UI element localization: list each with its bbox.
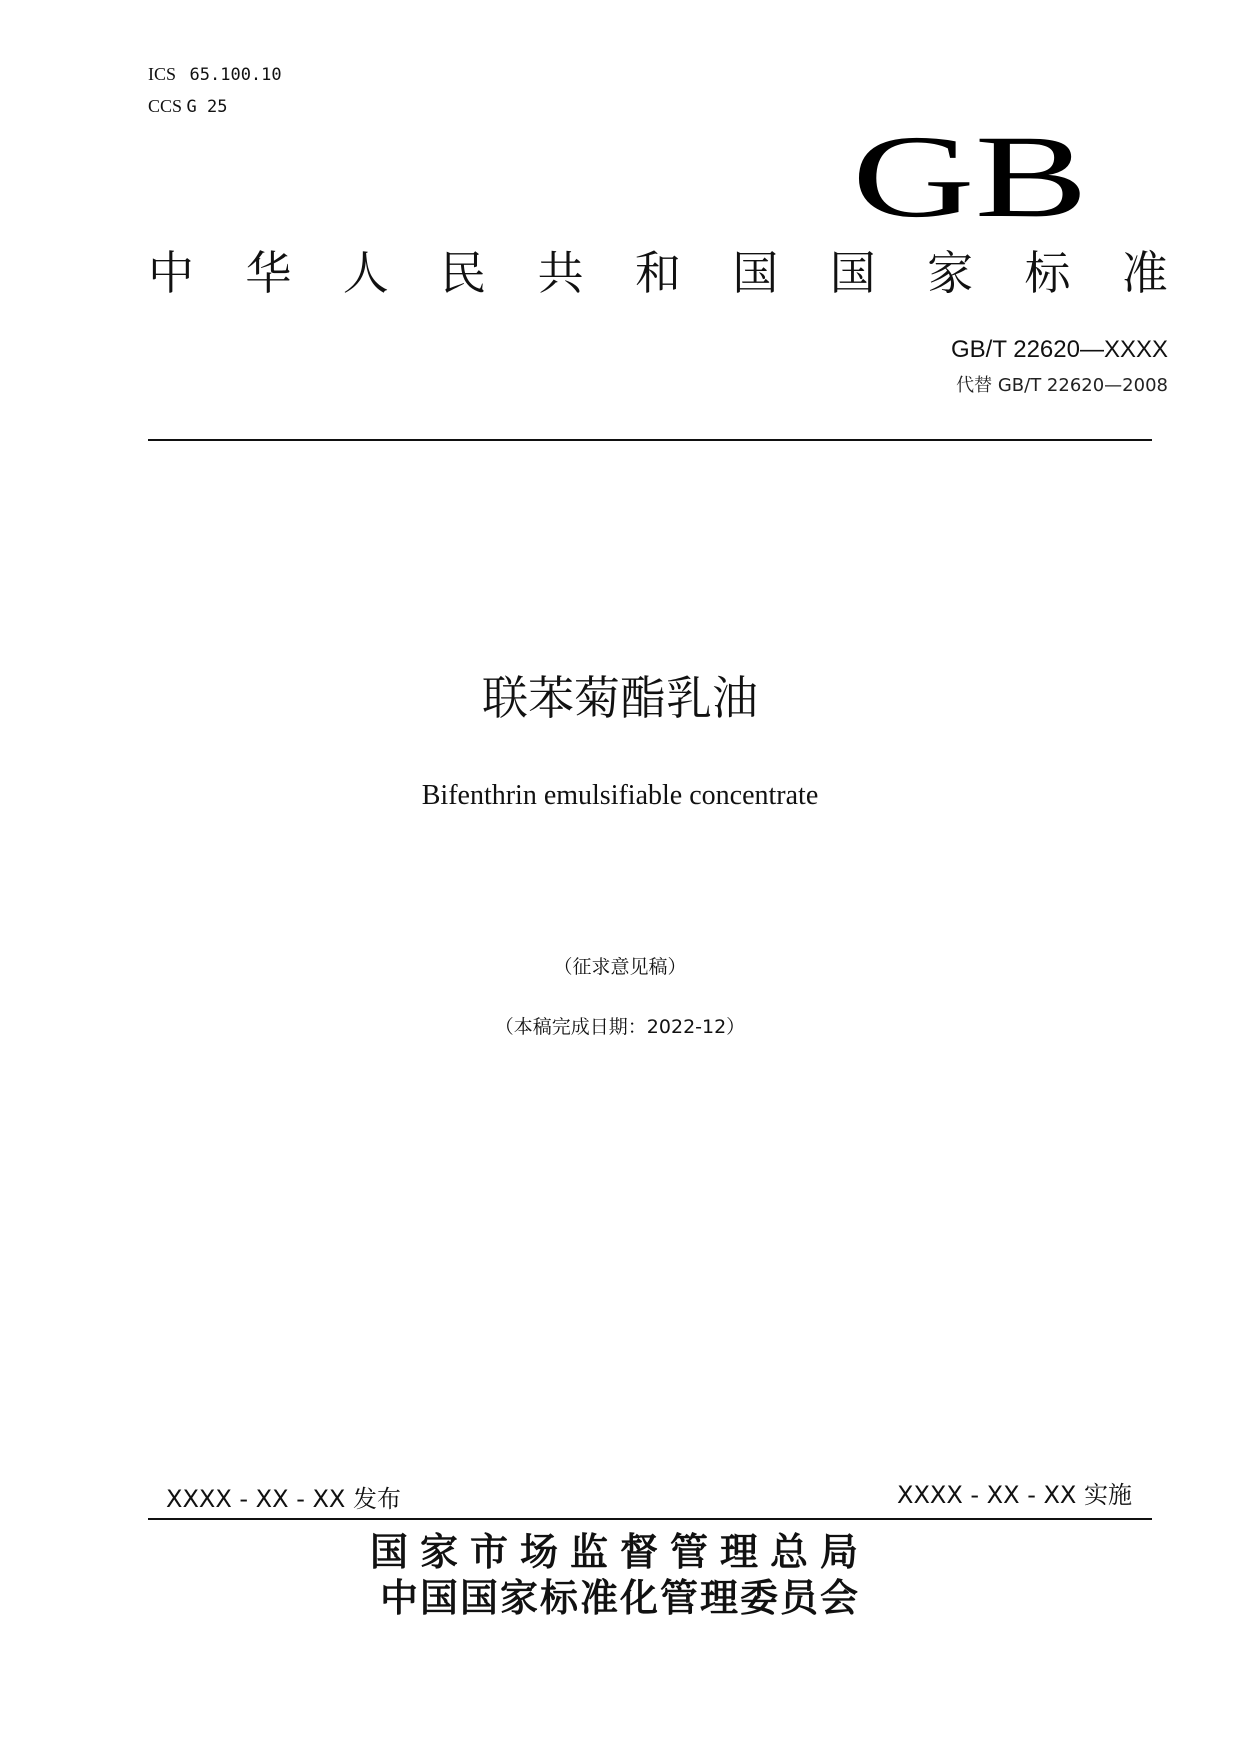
publish-date: XXXX - XX - XX 发布 bbox=[166, 1485, 401, 1513]
title-char: 民 bbox=[440, 246, 487, 300]
document-title-zh: 联苯菊酯乳油 bbox=[482, 671, 758, 725]
ics-code bbox=[148, 63, 282, 86]
draft-date: （本稿完成日期：2022-12） bbox=[494, 1016, 746, 1038]
title-char: 家 bbox=[927, 246, 974, 300]
title-char: 和 bbox=[634, 246, 681, 300]
title-char: 国 bbox=[732, 246, 779, 300]
ccs-code bbox=[148, 95, 227, 118]
gb-logo-text: GB bbox=[852, 118, 1088, 230]
header-divider bbox=[148, 439, 1152, 441]
standard-number: GB/T 22620—XXXX bbox=[950, 336, 1168, 363]
implement-date: XXXX - XX - XX 实施 bbox=[897, 1481, 1132, 1509]
ccs-value: G 25 bbox=[186, 97, 228, 117]
title-char: 国 bbox=[829, 246, 876, 300]
title-char: 人 bbox=[342, 246, 389, 300]
issuer-sac: 中国国家标准化管理委员会 bbox=[379, 1576, 860, 1620]
ics-value: 65.100.10 bbox=[189, 65, 282, 85]
ics-label: ICS bbox=[148, 64, 177, 84]
issuer-samr: 国家市场监督管理总局 bbox=[369, 1530, 870, 1574]
ccs-label: CCS bbox=[148, 96, 183, 116]
title-char: 标 bbox=[1024, 246, 1071, 300]
gb-logo bbox=[850, 118, 1090, 230]
title-char: 共 bbox=[537, 246, 584, 300]
replaces-standard: 代替 GB/T 22620—2008 bbox=[956, 375, 1168, 396]
footer-divider bbox=[148, 1518, 1152, 1520]
title-char: 中 bbox=[148, 246, 194, 300]
document-title-en: Bifenthrin emulsifiable concentrate bbox=[421, 780, 819, 811]
title-char: 准 bbox=[1121, 246, 1168, 300]
national-standard-title bbox=[148, 238, 1168, 308]
draft-type: （征求意见稿） bbox=[553, 956, 687, 978]
title-char: 华 bbox=[245, 246, 292, 300]
